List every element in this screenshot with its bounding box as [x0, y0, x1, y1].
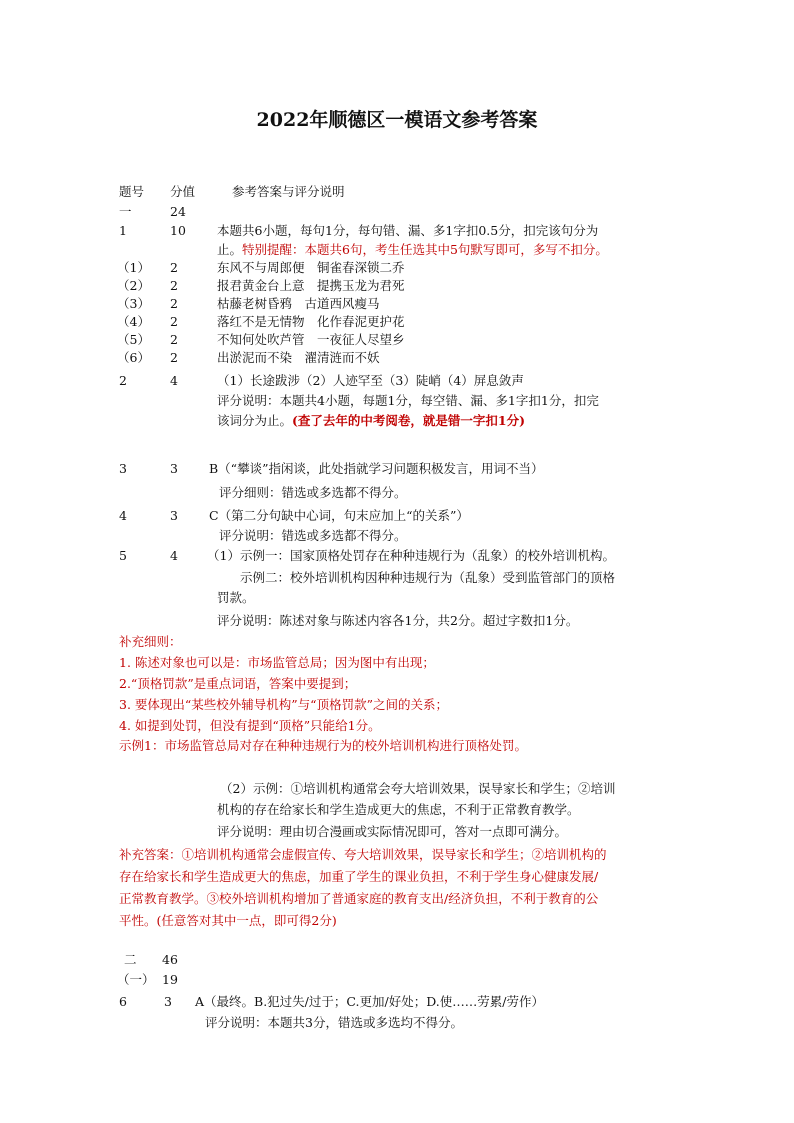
header-col-answer: 参考答案与评分说明: [232, 184, 345, 199]
q5-example-2-end: 罚款。: [217, 590, 255, 605]
q1-item-text: 落红不是无情物 化作春泥更护花: [217, 314, 405, 329]
q2-scoring-note-line2: [217, 412, 525, 430]
section-1-no: 一: [119, 204, 132, 219]
q5-no: 5: [119, 548, 127, 563]
q1-no: 1: [119, 223, 127, 238]
subsection-1-score: 19: [162, 972, 178, 987]
q1-item-no: （2）: [117, 278, 150, 293]
header-col-no: 题号: [119, 184, 145, 199]
q5-part2-example: （2）示例：①培训机构通常会夸大培训效果，误导家长和学生；②培训: [220, 781, 616, 796]
q3-no: 3: [119, 461, 127, 476]
q5-part2-scoring-note: 评分说明：理由切合漫画或实际情况即可，答对一点即可满分。: [217, 824, 568, 839]
q1-note-end: 止。: [217, 242, 243, 257]
q1-score: 10: [170, 223, 186, 238]
q2-answer: （1）长途跋涉（2）人迹罕至（3）陡峭（4）屏息敛声: [217, 373, 524, 388]
page-title: 2022年顺德区一模语文参考答案: [256, 109, 538, 131]
q1-item-no: （6）: [117, 350, 150, 365]
q5-example-1: （1）示例一：国家顶格处罚存在种种违规行为（乱象）的校外培训机构。: [207, 548, 615, 563]
q5-supplement-item: 2.“顶格罚款”是重点词语，答案中要提到；: [119, 676, 357, 691]
q3-answer: B（“攀谈”指闲谈，此处指就学习问题积极发言，用词不当）: [209, 461, 544, 476]
q1-special-reminder: 特别提醒：本题共6句，考生任选其中5句默写即可，多写不扣分。: [242, 242, 608, 257]
q2-no: 2: [119, 373, 127, 388]
q1-item-no: （5）: [117, 332, 150, 347]
q2-scoring-note: 评分说明：本题共4小题，每题1分，每空错、漏、多1字扣1分，扣完: [217, 393, 599, 408]
q4-no: 4: [119, 508, 127, 523]
q6-answer: A（最终。B.犯过失/过于；C.更加/好处；D.使……劳累/劳作）: [195, 994, 544, 1009]
section-2-score: 46: [162, 952, 178, 967]
q2-score: 4: [170, 373, 178, 388]
q1-item-text: 枯藤老树昏鸦 古道西风瘦马: [217, 296, 380, 311]
q1-item-text: 不知何处吹芦管 一夜征人尽望乡: [217, 332, 405, 347]
q5-supplement-item: 4. 如提到处罚，但没有提到“顶格”只能给1分。: [119, 718, 381, 733]
section-1-score: 24: [170, 204, 186, 219]
q4-score: 3: [170, 508, 178, 523]
section-2-no: 二: [124, 952, 137, 967]
q5-supplement-answer: 平性。(任意答对其中一点，即可得2分): [119, 913, 337, 928]
q1-item-score: 2: [170, 260, 178, 275]
q5-supplement-item: 1. 陈述对象也可以是：市场监管总局；因为图中有出现；: [119, 655, 435, 670]
q1-note: 本题共6小题，每句1分，每句错、漏、多1字扣0.5分，扣完该句分为: [217, 223, 599, 238]
q3-scoring-note: 评分细则：错选或多选都不得分。: [219, 485, 407, 500]
q5-part2-example-cont: 机构的存在给家长和学生造成更大的焦虑，不利于正常教育教学。: [217, 802, 580, 817]
q5-supplement-example: 示例1：市场监管总局对存在种种违规行为的校外培训机构进行顶格处罚。: [119, 738, 527, 753]
q5-example-2: 示例二：校外培训机构因种种违规行为（乱象）受到监管部门的顶格: [240, 570, 616, 585]
q1-item-text: 报君黄金台上意 提携玉龙为君死: [217, 278, 405, 293]
q1-note-line2: [217, 241, 608, 259]
q1-item-no: （3）: [117, 296, 150, 311]
q5-score: 4: [170, 548, 178, 563]
header-col-score: 分值: [170, 184, 196, 199]
q5-supplement-answer: 正常教育教学。③校外培训机构增加了普通家庭的教育支出/经济负担，不利于教育的公: [119, 891, 599, 906]
q2-red-remark: (查了去年的中考阅卷，就是错一字扣1分): [292, 413, 526, 428]
q1-item-score: 2: [170, 314, 178, 329]
q5-supplement-title: 补充细则：: [119, 634, 182, 649]
q4-answer: C（第二分句缺中心词，句末应加上“的关系”）: [209, 508, 469, 523]
q5-supplement-answer: 存在给家长和学生造成更大的焦虑，加重了学生的课业负担，不利于学生身心健康发展/: [119, 869, 599, 884]
q1-item-score: 2: [170, 278, 178, 293]
q1-item-no: （1）: [117, 260, 150, 275]
q1-item-text: 出淤泥而不染 濯清涟而不妖: [217, 350, 380, 365]
q1-item-score: 2: [170, 350, 178, 365]
q1-item-score: 2: [170, 332, 178, 347]
q3-score: 3: [170, 461, 178, 476]
q5-supplement-answer: 补充答案：①培训机构通常会虚假宣传、夸大培训效果，误导家长和学生；②培训机构的: [119, 847, 607, 862]
q4-scoring-note: 评分说明：错选或多选都不得分。: [219, 528, 407, 543]
q1-item-no: （4）: [117, 314, 150, 329]
q1-item-text: 东风不与周郎便 铜雀春深锁二乔: [217, 260, 405, 275]
q2-note-end: 该词分为止。: [217, 413, 293, 428]
q1-item-score: 2: [170, 296, 178, 311]
q5-scoring-note: 评分说明：陈述对象与陈述内容各1分，共2分。超过字数扣1分。: [217, 613, 579, 628]
q6-no: 6: [119, 994, 127, 1009]
subsection-1-no: （一）: [117, 972, 155, 987]
q6-score: 3: [164, 994, 172, 1009]
q6-scoring-note: 评分说明：本题共3分，错选或多选均不得分。: [205, 1015, 463, 1030]
q5-supplement-item: 3. 要体现出“某些校外辅导机构”与“顶格罚款”之间的关系；: [119, 697, 448, 712]
